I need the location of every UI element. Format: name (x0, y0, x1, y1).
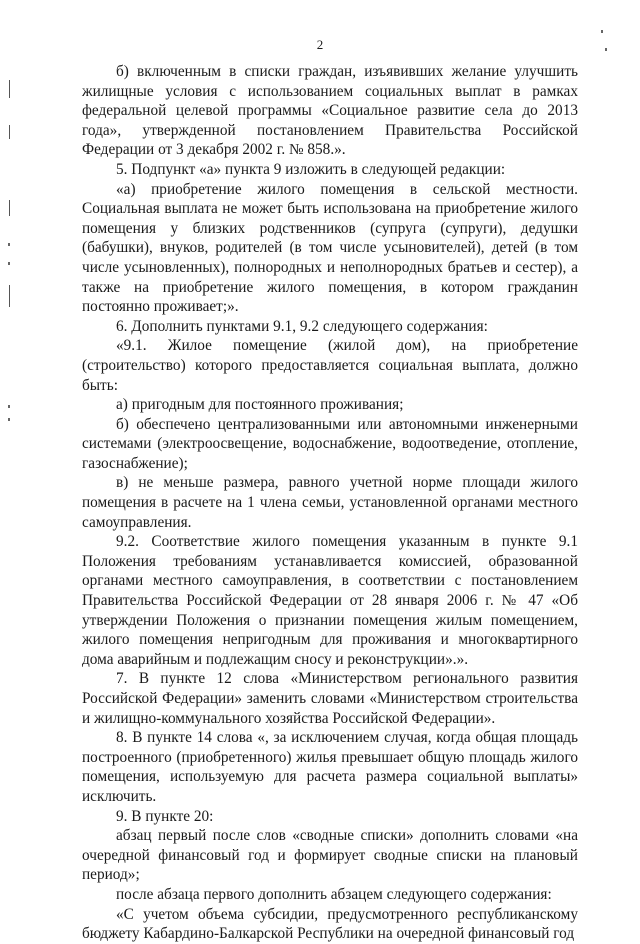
document-body (82, 62, 578, 944)
scan-mark (8, 405, 10, 408)
scan-mark (601, 30, 603, 33)
paragraph: 7. В пункте 12 слова «Министерством регионального развития Российской Федерации» заменить словами «Министерством строительства и жилищно-коммунального хозяйства Российской Федерации». (82, 670, 578, 727)
scan-mark (8, 243, 10, 246)
paragraph: 5. Подпункт «а» пункта 9 изложить в следующей редакции: (116, 160, 506, 178)
paragraph: 6. Дополнить пунктами 9.1, 9.2 следующего содержания: (116, 317, 488, 335)
scan-mark (605, 48, 607, 51)
paragraph: 8. В пункте 14 слова «, за исключением случая, когда общая площадь построенного (приобретенного) жилья превышает общую площадь жилого помещения, используемую для расчета размера социальной выплаты» исключить. (82, 729, 578, 805)
paragraph: «С учетом объема субсидии, предусмотренного республиканскому бюджету Кабардино-Балкарской Республики на очередной финансовый год (82, 905, 578, 943)
scan-mark (8, 262, 10, 265)
paragraph: б) включенным в списки граждан, изъявивших желание улучшить жилищные условия с использованием социальных выплат в рамках федеральной целевой программы «Социальное развитие села до 2013 года», утвержденной постановлением Правительства Российской Федерации от 3 декабря 2002 г. № 858.». (82, 63, 578, 159)
scan-mark (9, 200, 10, 216)
paragraph: б) обеспечено централизованными или автономными инженерными системами (электроосвещение, водоснабжение, водоотведение, отопление, газоснабжение); (82, 415, 578, 472)
page-number: 2 (316, 37, 324, 52)
paragraph: абзац первый после слов «сводные списки» дополнить словами «на очередной финансовый год и формирует сводные списки на плановый период»; (82, 827, 578, 884)
paragraph: 9. В пункте 20: (116, 807, 214, 825)
scan-mark (9, 125, 10, 139)
paragraph: 9.2. Соответствие жилого помещения указанным в пункте 9.1 Положения требованиям устанавливается комиссией, образованной органами местного самоуправления, в соответствии с постановлением Правительства Российской Федерации от 28 января 2006 г. № 47 «Об утверждении Положения о признании помещения жилым помещением, жилого помещения непригодным для проживания и многоквартирного дома аварийным и подлежащим сносу и реконструкции».». (82, 533, 578, 668)
scan-mark (9, 80, 10, 98)
paragraph: «9.1. Жилое помещение (жилой дом), на приобретение (строительство) которого предоставляется социальная выплата, должно быть: (82, 337, 578, 394)
scan-mark (8, 418, 10, 421)
paragraph: в) не меньше размера, равного учетной норме площади жилого помещения в расчете на 1 члена семьи, установленной органами местного самоуправления. (82, 474, 578, 531)
scan-mark (9, 285, 10, 307)
paragraph: «а) приобретение жилого помещения в сельской местности. Социальная выплата не может быть использована на приобретение жилого помещения у близких родственников (супруга (супруги), дедушки (бабушки), внуков, родителей (в том числе усыновителей), детей (в том числе усыновленных), полнородных и неполнородных братьев и сестер), а также на приобретение жилого помещения, в котором гражданин постоянно проживает;». (82, 180, 578, 316)
paragraph: после абзаца первого дополнить абзацем следующего содержания: (116, 885, 552, 903)
paragraph: а) пригодным для постоянного проживания; (116, 396, 404, 414)
